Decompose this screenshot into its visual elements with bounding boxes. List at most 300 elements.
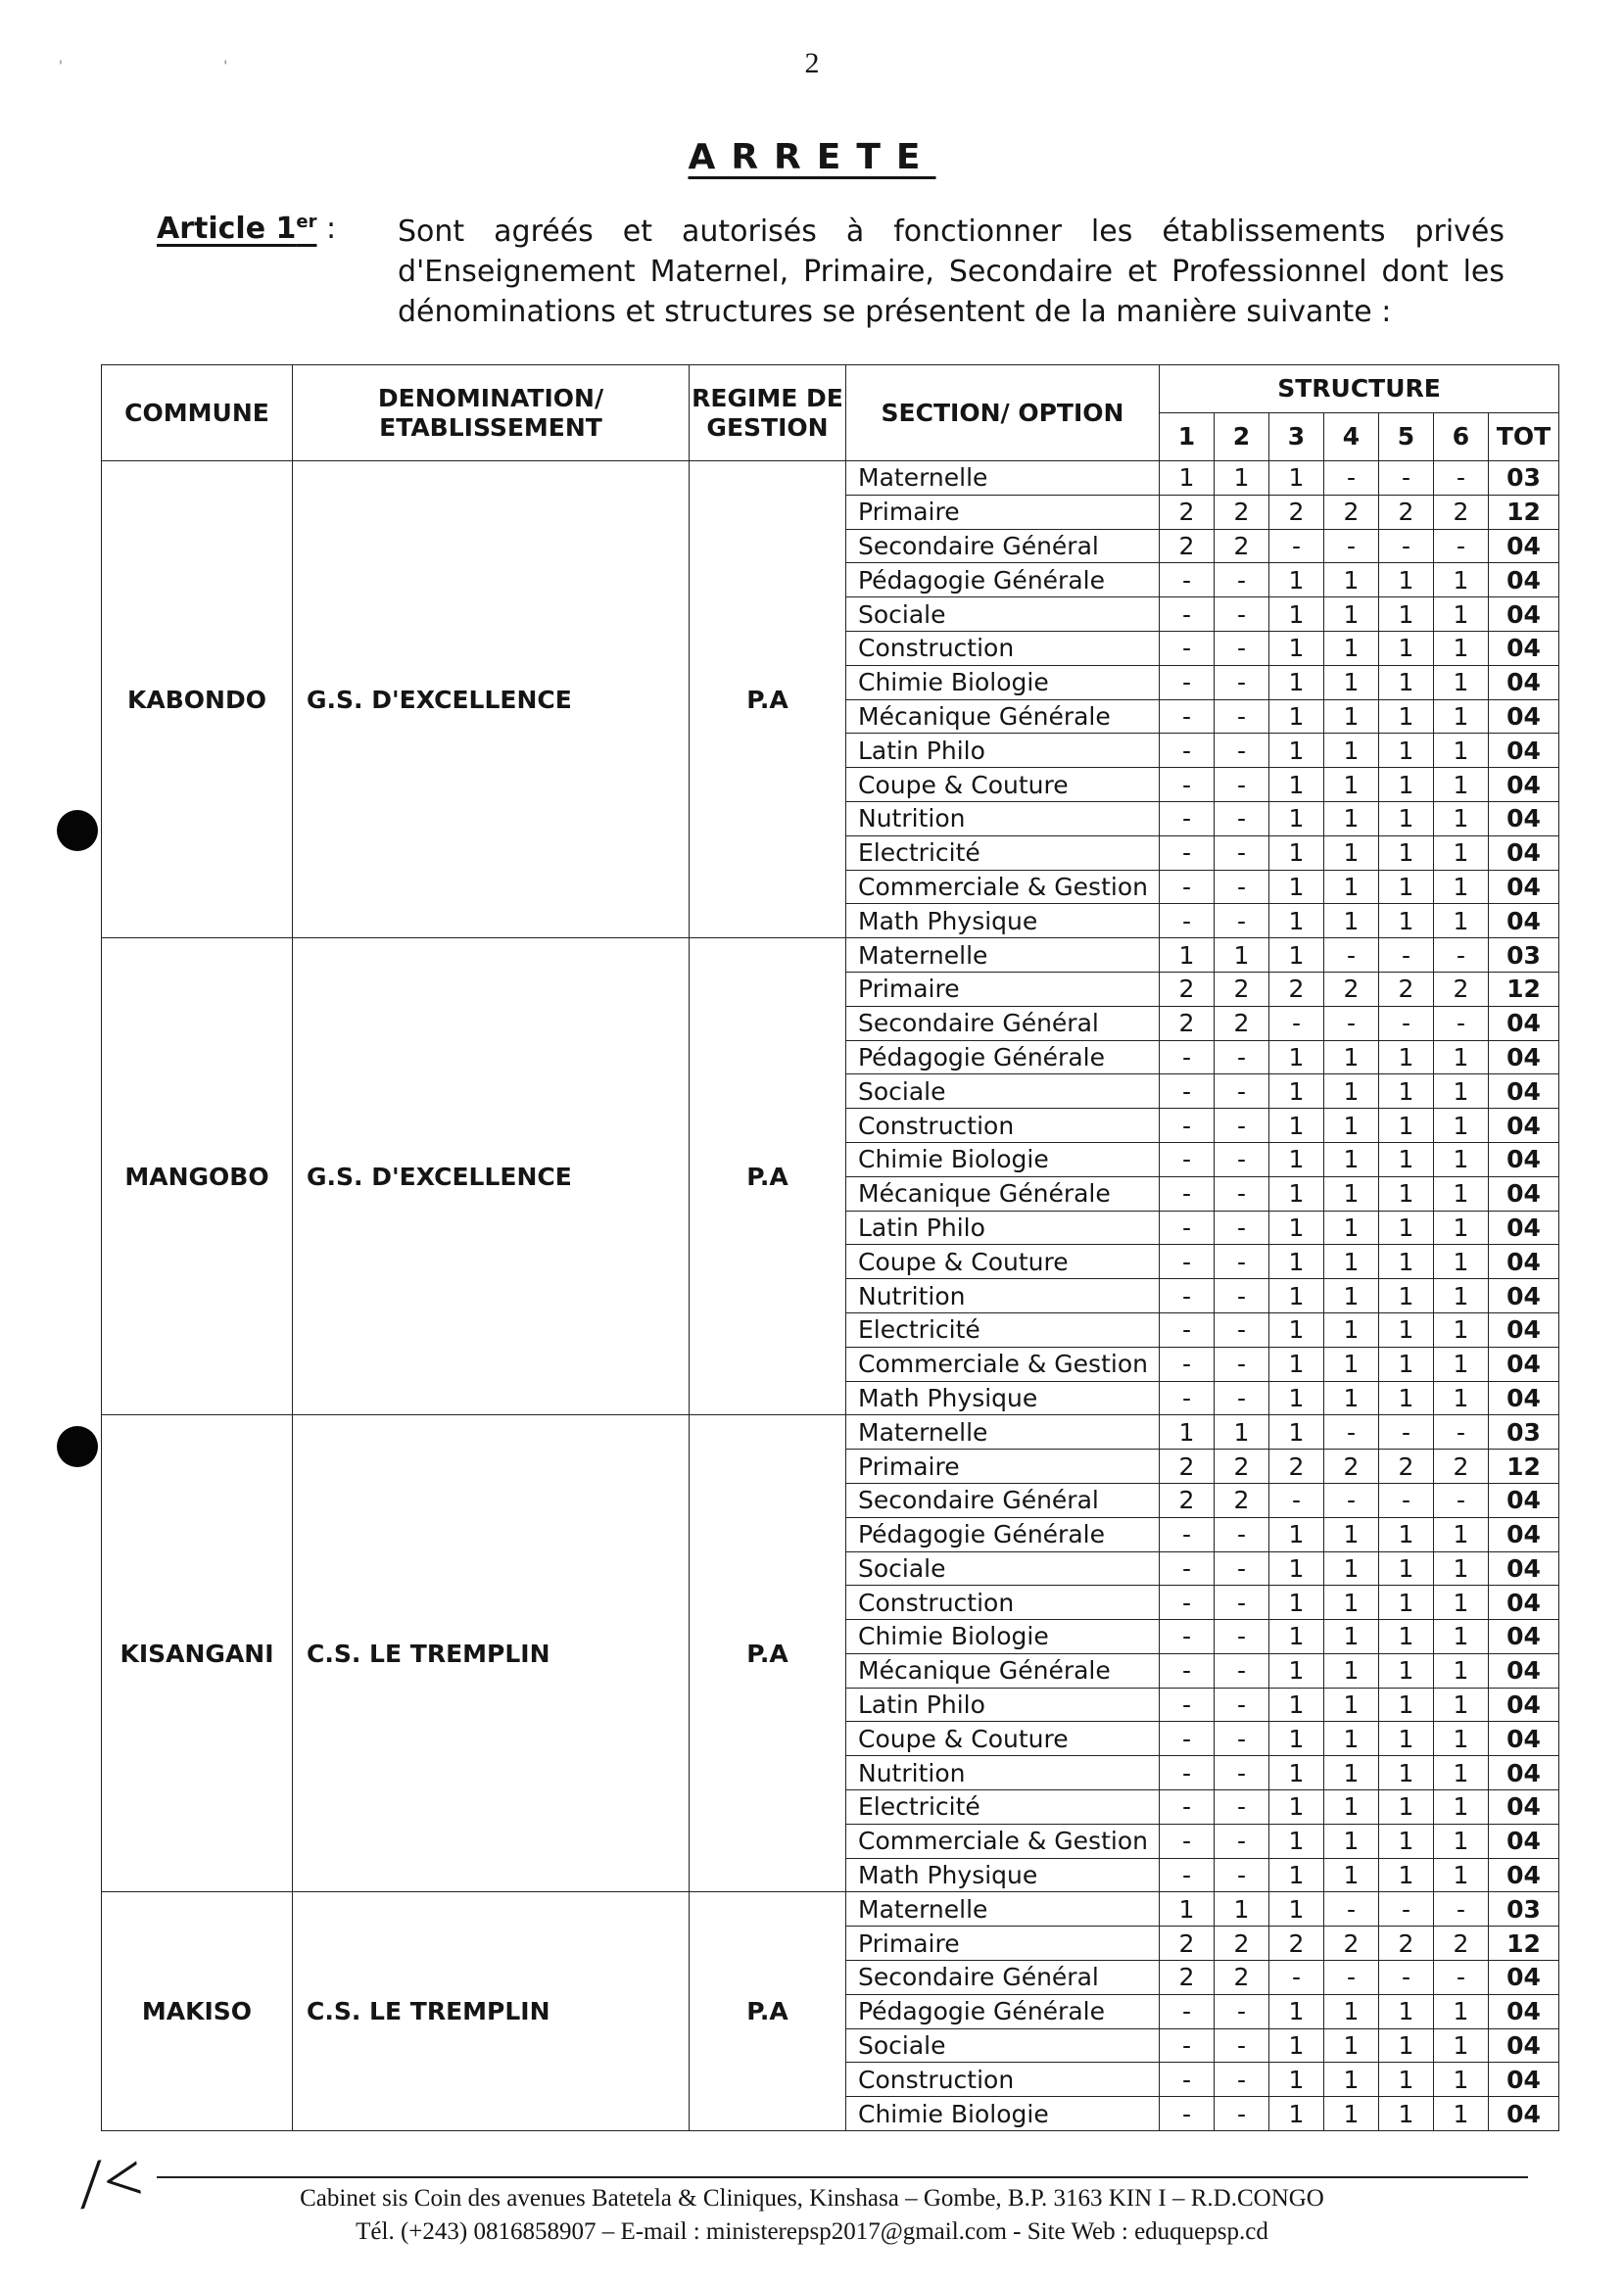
total-cell: 04 xyxy=(1489,1586,1559,1620)
level-2-cell: - xyxy=(1215,1312,1269,1347)
option-cell: Sociale xyxy=(846,597,1160,632)
level-5-cell: 1 xyxy=(1379,1074,1434,1109)
level-5-cell: 1 xyxy=(1379,665,1434,699)
document-title xyxy=(0,137,1624,177)
option-cell: Maternelle xyxy=(846,461,1160,496)
level-3-cell: 1 xyxy=(1269,1109,1324,1143)
level-6-cell: 1 xyxy=(1434,1245,1489,1279)
total-cell: 04 xyxy=(1489,1381,1559,1415)
level-5-cell: 1 xyxy=(1379,1347,1434,1381)
level-3-cell: 1 xyxy=(1269,1176,1324,1211)
level-1-cell: - xyxy=(1160,1620,1215,1654)
option-cell: Commerciale & Gestion xyxy=(846,1347,1160,1381)
article-label-main: Article 1 xyxy=(157,212,297,246)
level-5-cell: 1 xyxy=(1379,1551,1434,1586)
level-3-cell: 1 xyxy=(1269,2063,1324,2097)
level-1-cell: - xyxy=(1160,1245,1215,1279)
commune-cell: MAKISO xyxy=(102,1892,293,2131)
level-6-cell: - xyxy=(1434,1961,1489,1995)
regime-cell: P.A xyxy=(690,938,846,1415)
level-3-cell: 1 xyxy=(1269,563,1324,597)
level-5-cell: 1 xyxy=(1379,1858,1434,1892)
level-3-cell: 1 xyxy=(1269,1074,1324,1109)
level-5-cell: 1 xyxy=(1379,1722,1434,1756)
level-4-cell: - xyxy=(1324,1892,1379,1927)
level-1-cell: - xyxy=(1160,1142,1215,1176)
level-4-cell: 1 xyxy=(1324,1211,1379,1245)
level-2-cell: 1 xyxy=(1215,1892,1269,1927)
total-cell: 04 xyxy=(1489,1312,1559,1347)
level-2-cell: - xyxy=(1215,1858,1269,1892)
level-5-cell: 1 xyxy=(1379,1245,1434,1279)
commune-cell: KABONDO xyxy=(102,461,293,938)
level-1-cell: - xyxy=(1160,2097,1215,2131)
level-3-cell: 1 xyxy=(1269,938,1324,973)
total-cell: 03 xyxy=(1489,1892,1559,1927)
total-cell: 04 xyxy=(1489,1688,1559,1722)
level-1-cell: 2 xyxy=(1160,1450,1215,1484)
level-4-cell: 1 xyxy=(1324,1517,1379,1551)
header-level-4: 4 xyxy=(1324,413,1379,461)
level-5-cell: 1 xyxy=(1379,1653,1434,1688)
level-6-cell: 1 xyxy=(1434,768,1489,802)
commune-cell: KISANGANI xyxy=(102,1415,293,1892)
level-6-cell: 1 xyxy=(1434,597,1489,632)
total-cell: 04 xyxy=(1489,1722,1559,1756)
level-6-cell: 1 xyxy=(1434,1790,1489,1825)
level-4-cell: 1 xyxy=(1324,1858,1379,1892)
level-3-cell: 1 xyxy=(1269,1586,1324,1620)
level-1-cell: - xyxy=(1160,1176,1215,1211)
option-cell: Construction xyxy=(846,631,1160,665)
level-1-cell: - xyxy=(1160,1109,1215,1143)
level-2-cell: - xyxy=(1215,1381,1269,1415)
option-cell: Coupe & Couture xyxy=(846,1722,1160,1756)
header-level-5: 5 xyxy=(1379,413,1434,461)
level-3-cell: 1 xyxy=(1269,2097,1324,2131)
level-2-cell: - xyxy=(1215,665,1269,699)
option-cell: Construction xyxy=(846,1586,1160,1620)
level-3-cell: 1 xyxy=(1269,597,1324,632)
level-5-cell: 1 xyxy=(1379,631,1434,665)
level-2-cell: - xyxy=(1215,1688,1269,1722)
total-cell: 04 xyxy=(1489,1756,1559,1790)
level-2-cell: - xyxy=(1215,1551,1269,1586)
option-cell: Mécanique Générale xyxy=(846,1653,1160,1688)
level-6-cell: - xyxy=(1434,1892,1489,1927)
level-4-cell: 2 xyxy=(1324,972,1379,1006)
option-cell: Latin Philo xyxy=(846,734,1160,768)
level-1-cell: 2 xyxy=(1160,972,1215,1006)
level-6-cell: 1 xyxy=(1434,734,1489,768)
level-4-cell: 1 xyxy=(1324,1551,1379,1586)
level-5-cell: 1 xyxy=(1379,768,1434,802)
level-1-cell: - xyxy=(1160,734,1215,768)
level-5-cell: 1 xyxy=(1379,1756,1434,1790)
level-3-cell: 1 xyxy=(1269,1347,1324,1381)
level-4-cell: 1 xyxy=(1324,1722,1379,1756)
level-6-cell: 1 xyxy=(1434,2028,1489,2063)
level-6-cell: 1 xyxy=(1434,1142,1489,1176)
level-1-cell: - xyxy=(1160,563,1215,597)
option-cell: Pédagogie Générale xyxy=(846,1994,1160,2028)
level-4-cell: 1 xyxy=(1324,1653,1379,1688)
total-cell: 04 xyxy=(1489,1620,1559,1654)
level-5-cell: 1 xyxy=(1379,1142,1434,1176)
total-cell: 04 xyxy=(1489,529,1559,563)
level-5-cell: 1 xyxy=(1379,1279,1434,1313)
total-cell: 04 xyxy=(1489,1994,1559,2028)
level-1-cell: - xyxy=(1160,1824,1215,1858)
total-cell: 04 xyxy=(1489,1211,1559,1245)
level-4-cell: 1 xyxy=(1324,801,1379,835)
level-4-cell: 1 xyxy=(1324,1176,1379,1211)
level-2-cell: - xyxy=(1215,2097,1269,2131)
total-cell: 04 xyxy=(1489,1824,1559,1858)
level-6-cell: 1 xyxy=(1434,1994,1489,2028)
article-label-text xyxy=(157,212,316,246)
total-cell: 04 xyxy=(1489,1006,1559,1040)
level-1-cell: 2 xyxy=(1160,1927,1215,1961)
option-cell: Chimie Biologie xyxy=(846,1620,1160,1654)
total-cell: 12 xyxy=(1489,972,1559,1006)
level-5-cell: - xyxy=(1379,1006,1434,1040)
level-3-cell: 1 xyxy=(1269,665,1324,699)
level-5-cell: 1 xyxy=(1379,1790,1434,1825)
level-3-cell: 1 xyxy=(1269,801,1324,835)
level-6-cell: - xyxy=(1434,461,1489,496)
total-cell: 04 xyxy=(1489,597,1559,632)
option-cell: Chimie Biologie xyxy=(846,2097,1160,2131)
option-cell: Sociale xyxy=(846,1074,1160,1109)
level-1-cell: 2 xyxy=(1160,495,1215,529)
level-6-cell: 1 xyxy=(1434,631,1489,665)
level-5-cell: - xyxy=(1379,1892,1434,1927)
level-2-cell: - xyxy=(1215,1347,1269,1381)
level-4-cell: 1 xyxy=(1324,1245,1379,1279)
level-2-cell: - xyxy=(1215,835,1269,870)
level-3-cell: 1 xyxy=(1269,1040,1324,1074)
level-6-cell: - xyxy=(1434,1415,1489,1450)
level-2-cell: - xyxy=(1215,1109,1269,1143)
level-4-cell: 1 xyxy=(1324,835,1379,870)
level-2-cell: 2 xyxy=(1215,495,1269,529)
option-cell: Secondaire Général xyxy=(846,1961,1160,1995)
level-1-cell: - xyxy=(1160,1586,1215,1620)
level-5-cell: 1 xyxy=(1379,835,1434,870)
option-cell: Electricité xyxy=(846,1790,1160,1825)
level-1-cell: 2 xyxy=(1160,1961,1215,1995)
total-cell: 04 xyxy=(1489,734,1559,768)
level-2-cell: - xyxy=(1215,1722,1269,1756)
level-6-cell: - xyxy=(1434,1483,1489,1517)
option-cell: Mécanique Générale xyxy=(846,1176,1160,1211)
option-cell: Mécanique Générale xyxy=(846,699,1160,734)
level-1-cell: - xyxy=(1160,870,1215,904)
level-6-cell: 2 xyxy=(1434,495,1489,529)
total-cell: 04 xyxy=(1489,1653,1559,1688)
level-5-cell: 1 xyxy=(1379,1211,1434,1245)
level-6-cell: 1 xyxy=(1434,801,1489,835)
level-4-cell: 1 xyxy=(1324,1756,1379,1790)
level-4-cell: 1 xyxy=(1324,2063,1379,2097)
level-4-cell: - xyxy=(1324,1006,1379,1040)
level-1-cell: - xyxy=(1160,2063,1215,2097)
level-4-cell: 1 xyxy=(1324,1824,1379,1858)
level-4-cell: 2 xyxy=(1324,1927,1379,1961)
level-6-cell: 1 xyxy=(1434,2097,1489,2131)
level-1-cell: - xyxy=(1160,1858,1215,1892)
level-2-cell: 2 xyxy=(1215,1483,1269,1517)
level-6-cell: - xyxy=(1434,1006,1489,1040)
level-1-cell: 1 xyxy=(1160,461,1215,496)
level-6-cell: 1 xyxy=(1434,699,1489,734)
level-2-cell: - xyxy=(1215,1756,1269,1790)
regime-cell: P.A xyxy=(690,1415,846,1892)
header-denomination: DENOMINATION/ ETABLISSEMENT xyxy=(293,365,690,461)
level-5-cell: 1 xyxy=(1379,1517,1434,1551)
level-6-cell: 1 xyxy=(1434,1586,1489,1620)
scan-specks: ' ' xyxy=(59,59,307,74)
option-cell: Secondaire Général xyxy=(846,1006,1160,1040)
level-5-cell: 1 xyxy=(1379,1586,1434,1620)
level-5-cell: 1 xyxy=(1379,1994,1434,2028)
level-6-cell: 1 xyxy=(1434,1756,1489,1790)
level-3-cell: 1 xyxy=(1269,1620,1324,1654)
total-cell: 04 xyxy=(1489,1551,1559,1586)
level-5-cell: - xyxy=(1379,1961,1434,1995)
level-6-cell: 1 xyxy=(1434,904,1489,938)
level-5-cell: 1 xyxy=(1379,563,1434,597)
level-3-cell: 1 xyxy=(1269,1415,1324,1450)
level-4-cell: - xyxy=(1324,1483,1379,1517)
level-2-cell: - xyxy=(1215,631,1269,665)
level-1-cell: 1 xyxy=(1160,1892,1215,1927)
structure-table xyxy=(101,364,1559,2131)
total-cell: 04 xyxy=(1489,1483,1559,1517)
level-5-cell: - xyxy=(1379,461,1434,496)
header-level-1: 1 xyxy=(1160,413,1215,461)
level-1-cell: - xyxy=(1160,597,1215,632)
level-2-cell: - xyxy=(1215,1279,1269,1313)
level-3-cell: 2 xyxy=(1269,1927,1324,1961)
level-5-cell: 2 xyxy=(1379,972,1434,1006)
level-1-cell: - xyxy=(1160,631,1215,665)
level-6-cell: 1 xyxy=(1434,1347,1489,1381)
level-1-cell: - xyxy=(1160,1994,1215,2028)
total-cell: 04 xyxy=(1489,1074,1559,1109)
header-level-6: 6 xyxy=(1434,413,1489,461)
level-6-cell: 1 xyxy=(1434,835,1489,870)
footer-contact: Tél. (+243) 0816858907 – E-mail : ministerepsp2017@gmail.com - Site Web : eduquepsp.cd xyxy=(356,2218,1268,2245)
level-2-cell: 2 xyxy=(1215,1961,1269,1995)
option-cell: Nutrition xyxy=(846,1756,1160,1790)
table-body xyxy=(102,461,1559,2131)
header-regime: REGIME DE GESTION xyxy=(690,365,846,461)
level-3-cell: 1 xyxy=(1269,1892,1324,1927)
total-cell: 04 xyxy=(1489,2063,1559,2097)
level-5-cell: 1 xyxy=(1379,801,1434,835)
level-3-cell: 1 xyxy=(1269,1824,1324,1858)
level-2-cell: - xyxy=(1215,2028,1269,2063)
level-5-cell: 1 xyxy=(1379,597,1434,632)
table-header-row xyxy=(102,365,1559,413)
level-6-cell: 1 xyxy=(1434,2063,1489,2097)
level-2-cell: 1 xyxy=(1215,938,1269,973)
level-6-cell: 2 xyxy=(1434,972,1489,1006)
level-3-cell: 1 xyxy=(1269,461,1324,496)
level-2-cell: - xyxy=(1215,870,1269,904)
level-4-cell: - xyxy=(1324,1415,1379,1450)
total-cell: 12 xyxy=(1489,495,1559,529)
level-5-cell: 1 xyxy=(1379,1109,1434,1143)
table-row xyxy=(102,1892,1559,1927)
total-cell: 04 xyxy=(1489,1245,1559,1279)
level-3-cell: 1 xyxy=(1269,734,1324,768)
level-6-cell: 1 xyxy=(1434,563,1489,597)
level-1-cell: 2 xyxy=(1160,529,1215,563)
level-2-cell: 2 xyxy=(1215,1927,1269,1961)
option-cell: Nutrition xyxy=(846,801,1160,835)
level-6-cell: 1 xyxy=(1434,1176,1489,1211)
level-4-cell: - xyxy=(1324,938,1379,973)
level-3-cell: 2 xyxy=(1269,1450,1324,1484)
option-cell: Latin Philo xyxy=(846,1688,1160,1722)
punch-hole xyxy=(57,810,98,851)
level-2-cell: - xyxy=(1215,1074,1269,1109)
level-6-cell: 1 xyxy=(1434,1109,1489,1143)
level-5-cell: - xyxy=(1379,1483,1434,1517)
level-4-cell: 1 xyxy=(1324,870,1379,904)
level-5-cell: 1 xyxy=(1379,2063,1434,2097)
level-3-cell: 1 xyxy=(1269,1279,1324,1313)
level-3-cell: - xyxy=(1269,1483,1324,1517)
level-2-cell: - xyxy=(1215,1176,1269,1211)
level-1-cell: - xyxy=(1160,1517,1215,1551)
table-row xyxy=(102,938,1559,973)
level-6-cell: 1 xyxy=(1434,1381,1489,1415)
option-cell: Secondaire Général xyxy=(846,529,1160,563)
level-4-cell: 1 xyxy=(1324,904,1379,938)
option-cell: Sociale xyxy=(846,1551,1160,1586)
level-3-cell: 1 xyxy=(1269,699,1324,734)
level-6-cell: 1 xyxy=(1434,1074,1489,1109)
option-cell: Chimie Biologie xyxy=(846,665,1160,699)
level-5-cell: 1 xyxy=(1379,2028,1434,2063)
level-1-cell: - xyxy=(1160,1756,1215,1790)
level-4-cell: 1 xyxy=(1324,631,1379,665)
level-2-cell: - xyxy=(1215,563,1269,597)
level-2-cell: - xyxy=(1215,1211,1269,1245)
level-3-cell: 1 xyxy=(1269,1790,1324,1825)
option-cell: Sociale xyxy=(846,2028,1160,2063)
option-cell: Electricité xyxy=(846,1312,1160,1347)
level-4-cell: 1 xyxy=(1324,1586,1379,1620)
signature-mark: /< xyxy=(74,2139,151,2224)
level-1-cell: - xyxy=(1160,1211,1215,1245)
level-2-cell: - xyxy=(1215,1994,1269,2028)
level-6-cell: 1 xyxy=(1434,870,1489,904)
level-4-cell: - xyxy=(1324,1961,1379,1995)
level-5-cell: 1 xyxy=(1379,1176,1434,1211)
level-2-cell: - xyxy=(1215,699,1269,734)
level-5-cell: 1 xyxy=(1379,1688,1434,1722)
level-2-cell: - xyxy=(1215,801,1269,835)
table-row xyxy=(102,1415,1559,1450)
option-cell: Coupe & Couture xyxy=(846,1245,1160,1279)
level-1-cell: - xyxy=(1160,2028,1215,2063)
level-6-cell: 1 xyxy=(1434,1279,1489,1313)
level-6-cell: 1 xyxy=(1434,1620,1489,1654)
level-5-cell: - xyxy=(1379,529,1434,563)
level-3-cell: 1 xyxy=(1269,1312,1324,1347)
header-level-2: 2 xyxy=(1215,413,1269,461)
level-2-cell: 2 xyxy=(1215,529,1269,563)
level-1-cell: - xyxy=(1160,1653,1215,1688)
level-2-cell: - xyxy=(1215,1245,1269,1279)
total-cell: 04 xyxy=(1489,665,1559,699)
level-3-cell: 1 xyxy=(1269,1653,1324,1688)
total-cell: 04 xyxy=(1489,1109,1559,1143)
level-1-cell: - xyxy=(1160,1790,1215,1825)
total-cell: 04 xyxy=(1489,563,1559,597)
level-4-cell: 1 xyxy=(1324,734,1379,768)
level-4-cell: 1 xyxy=(1324,1790,1379,1825)
level-2-cell: - xyxy=(1215,1517,1269,1551)
level-2-cell: - xyxy=(1215,904,1269,938)
page-number: 2 xyxy=(804,47,820,79)
level-4-cell: 1 xyxy=(1324,1381,1379,1415)
level-3-cell: 1 xyxy=(1269,1381,1324,1415)
option-cell: Electricité xyxy=(846,835,1160,870)
level-1-cell: - xyxy=(1160,699,1215,734)
level-1-cell: 2 xyxy=(1160,1483,1215,1517)
level-6-cell: 1 xyxy=(1434,1517,1489,1551)
total-cell: 04 xyxy=(1489,1790,1559,1825)
level-4-cell: 1 xyxy=(1324,2028,1379,2063)
option-cell: Construction xyxy=(846,1109,1160,1143)
level-5-cell: 1 xyxy=(1379,734,1434,768)
level-4-cell: 2 xyxy=(1324,1450,1379,1484)
denomination-cell: G.S. D'EXCELLENCE xyxy=(293,938,690,1415)
header-section: SECTION/ OPTION xyxy=(846,365,1160,461)
level-6-cell: 1 xyxy=(1434,1551,1489,1586)
level-5-cell: 1 xyxy=(1379,904,1434,938)
option-cell: Primaire xyxy=(846,1450,1160,1484)
level-2-cell: 2 xyxy=(1215,1450,1269,1484)
level-3-cell: - xyxy=(1269,1961,1324,1995)
article-text: Sont agréés et autorisés à fonctionner les établissements privés d'Enseignement Maternel, Primaire, Secondaire et Professionnel dont les dénominations et structures se présentent de la manière suivante : xyxy=(398,214,1505,329)
regime-cell: P.A xyxy=(690,461,846,938)
footer-address: Cabinet sis Coin des avenues Batetela & Cliniques, Kinshasa – Gombe, B.P. 3163 KIN I – R.D.CONGO xyxy=(300,2185,1324,2212)
level-1-cell: - xyxy=(1160,1312,1215,1347)
level-4-cell: 1 xyxy=(1324,1109,1379,1143)
level-6-cell: 1 xyxy=(1434,1211,1489,1245)
level-6-cell: 1 xyxy=(1434,1653,1489,1688)
total-cell: 04 xyxy=(1489,1858,1559,1892)
level-1-cell: - xyxy=(1160,904,1215,938)
total-cell: 03 xyxy=(1489,1415,1559,1450)
article-label-suffix: : xyxy=(316,212,337,246)
level-3-cell: 1 xyxy=(1269,1551,1324,1586)
level-3-cell: 1 xyxy=(1269,768,1324,802)
level-6-cell: - xyxy=(1434,529,1489,563)
level-4-cell: 1 xyxy=(1324,665,1379,699)
article-label xyxy=(157,212,336,246)
level-1-cell: - xyxy=(1160,835,1215,870)
option-cell: Nutrition xyxy=(846,1279,1160,1313)
level-1-cell: - xyxy=(1160,1347,1215,1381)
